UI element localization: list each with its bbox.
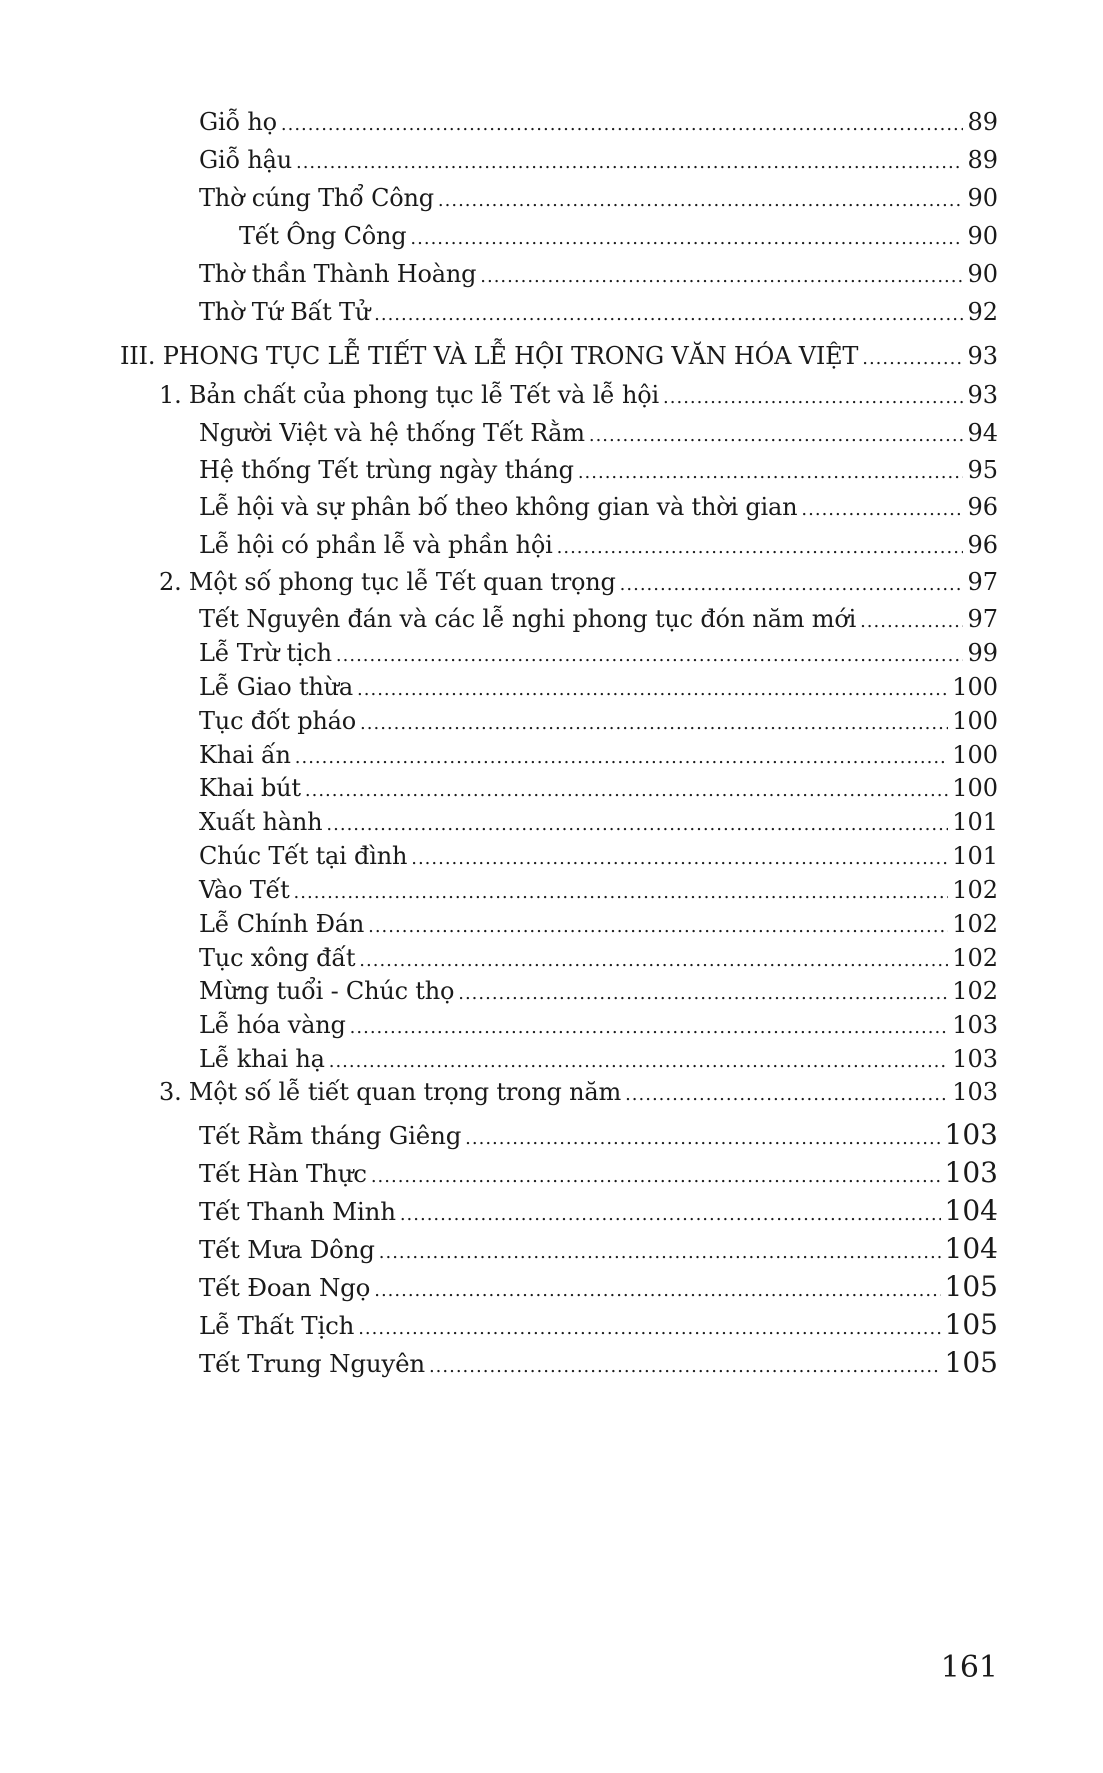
dot-leader (410, 228, 963, 249)
toc-entry-page: 96 (967, 493, 998, 521)
toc-entry-title: Tết Trung Nguyên (199, 1349, 425, 1378)
dot-leader (360, 713, 948, 734)
toc-entry-title: Xuất hành (199, 808, 323, 836)
toc-entry (239, 222, 998, 256)
dot-leader (862, 348, 963, 369)
toc-entry-page: 100 (952, 673, 998, 701)
toc-entry (199, 1045, 998, 1079)
toc-entry (199, 1194, 998, 1228)
toc-entry-title: Chúc Tết tại đình (199, 842, 408, 870)
dot-leader (578, 462, 964, 483)
toc-entry (199, 842, 998, 876)
toc-entry-title: Lễ Chính Đán (199, 910, 365, 938)
dot-leader (379, 1242, 941, 1263)
toc-entry-page: 102 (952, 977, 998, 1005)
toc-entry (199, 531, 998, 565)
toc-entry-page: 90 (967, 260, 998, 288)
toc-entry (199, 493, 998, 527)
toc-entry-page: 90 (967, 184, 998, 212)
dot-leader (374, 1280, 940, 1301)
dot-leader (400, 1204, 941, 1225)
toc-entry-page: 100 (952, 707, 998, 735)
dot-leader (350, 1017, 949, 1038)
toc-entry (199, 1308, 998, 1342)
toc-entry-page: 97 (967, 605, 998, 633)
toc-entry-page: 103 (952, 1045, 998, 1073)
toc-entry (199, 1118, 998, 1152)
toc-entry (199, 1232, 998, 1266)
toc-entry-page: 100 (952, 774, 998, 802)
toc-entry (159, 1078, 998, 1112)
dot-leader (411, 848, 948, 869)
toc-entry-page: 100 (952, 741, 998, 769)
toc-entry-title: Người Việt và hệ thống Tết Rằm (199, 419, 585, 447)
dot-leader (589, 425, 964, 446)
page-number: 161 (940, 1650, 998, 1685)
dot-leader (371, 1166, 941, 1187)
dot-leader (620, 574, 964, 595)
toc-entry (199, 673, 998, 707)
toc-entry-title: Tết Rằm tháng Giêng (199, 1121, 462, 1150)
toc-entry-title: Tết Mưa Dông (199, 1235, 375, 1264)
toc-entry-title: Tục đốt pháo (199, 707, 357, 735)
toc-entry (199, 605, 998, 639)
dot-leader (663, 387, 963, 408)
dot-leader (326, 814, 948, 835)
toc-entry-title: III. PHONG TỤC LỄ TIẾT VÀ LỄ HỘI TRONG VĂN HÓA VIỆT (120, 342, 859, 370)
toc-entry-page: 102 (952, 944, 998, 972)
toc-entry-page: 92 (967, 298, 998, 326)
toc-entry-page: 103 (944, 1118, 998, 1151)
toc-entry-title: Tục xông đất (199, 944, 356, 972)
toc-entry-title: 3. Một số lễ tiết quan trọng trong năm (159, 1078, 622, 1106)
toc-entry-page: 93 (967, 381, 998, 409)
toc-entry-page: 104 (944, 1232, 998, 1265)
toc-entry (159, 381, 998, 415)
toc-entry (199, 456, 998, 490)
toc-entry (199, 419, 998, 453)
toc-entry-title: Giỗ họ (199, 108, 277, 136)
dot-leader (329, 1051, 948, 1072)
toc-entry (199, 1156, 998, 1190)
toc-entry-title: Thờ cúng Thổ Công (199, 184, 434, 212)
toc-entry (199, 876, 998, 910)
dot-leader (294, 882, 949, 903)
toc-entry-page: 105 (944, 1346, 998, 1379)
toc-entry-page: 104 (944, 1194, 998, 1227)
toc-entry-page: 103 (952, 1011, 998, 1039)
toc-entry-title: Lễ Trừ tịch (199, 639, 332, 667)
toc-entry-title: 1. Bản chất của phong tục lễ Tết và lễ hội (159, 381, 660, 409)
toc-entry (199, 774, 998, 808)
dot-leader (305, 780, 948, 801)
toc-entry-title: Khai bút (199, 774, 301, 802)
dot-leader (374, 304, 963, 325)
toc-entry-page: 105 (944, 1308, 998, 1341)
toc-entry-title: Tết Đoan Ngọ (199, 1273, 371, 1302)
toc-entry-page: 97 (967, 568, 998, 596)
toc-entry-page: 99 (967, 639, 998, 667)
toc-entry (199, 108, 998, 142)
dot-leader (438, 190, 964, 211)
toc-entry-title: Lễ Giao thừa (199, 673, 354, 701)
toc-entry-title: Giỗ hậu (199, 146, 292, 174)
toc-entry-title: Thờ Tứ Bất Tử (199, 298, 371, 326)
toc-entry-title: Tết Thanh Minh (199, 1197, 396, 1226)
dot-leader (429, 1356, 941, 1377)
toc-entry-page: 94 (967, 419, 998, 447)
dot-leader (480, 266, 963, 287)
toc-entry-page: 95 (967, 456, 998, 484)
toc-entry-title: Lễ hội và sự phân bố theo không gian và thời gian (199, 493, 798, 521)
dot-leader (368, 916, 948, 937)
toc-entry-page: 102 (952, 876, 998, 904)
toc-entry-page: 103 (944, 1156, 998, 1189)
toc-entry (199, 260, 998, 294)
toc-entry (199, 977, 998, 1011)
dot-leader (801, 499, 963, 520)
toc-entry (199, 910, 998, 944)
toc-entry-title: Lễ hội có phần lễ và phần hội (199, 531, 553, 559)
toc-entry-title: Lễ Thất Tịch (199, 1311, 355, 1340)
dot-leader (557, 537, 964, 558)
toc-entry-title: Tết Ông Công (239, 222, 407, 250)
toc-entry (199, 1346, 998, 1380)
toc-entry (199, 639, 998, 673)
toc-entry-title: 2. Một số phong tục lễ Tết quan trọng (159, 568, 616, 596)
dot-leader (357, 679, 948, 700)
toc-entry-page: 93 (967, 342, 998, 370)
toc-entry (199, 184, 998, 218)
dot-leader (295, 747, 948, 768)
toc-entry-title: Thờ thần Thành Hoàng (199, 260, 477, 288)
toc-entry (199, 1011, 998, 1045)
toc-entry-title: Mừng tuổi - Chúc thọ (199, 977, 455, 1005)
toc-entry (199, 707, 998, 741)
toc-entry-title: Tết Hàn Thực (199, 1159, 367, 1188)
toc-entry-page: 96 (967, 531, 998, 559)
dot-leader (458, 983, 948, 1004)
dot-leader (358, 1318, 940, 1339)
dot-leader (336, 645, 964, 666)
toc-entry (199, 944, 998, 978)
toc-entry (199, 741, 998, 775)
toc-entry-title: Vào Tết (199, 876, 290, 904)
dot-leader (625, 1084, 948, 1105)
toc-entry (159, 568, 998, 602)
dot-leader (281, 114, 964, 135)
toc-entry-page: 101 (952, 808, 998, 836)
dot-leader (296, 152, 963, 173)
dot-leader (359, 950, 948, 971)
toc-entry-title: Tết Nguyên đán và các lễ nghi phong tục đón năm mới (199, 605, 857, 633)
toc-entry-title: Khai ấn (199, 741, 291, 769)
toc-entry-title: Lễ khai hạ (199, 1045, 325, 1073)
toc-entry (199, 146, 998, 180)
toc-entry (199, 298, 998, 332)
toc-entry-page: 89 (967, 108, 998, 136)
toc-entry (120, 342, 998, 376)
dot-leader (465, 1128, 940, 1149)
toc-entry-page: 101 (952, 842, 998, 870)
toc-entry-page: 89 (967, 146, 998, 174)
toc-entry-title: Lễ hóa vàng (199, 1011, 346, 1039)
toc-entry-title: Hệ thống Tết trùng ngày tháng (199, 456, 574, 484)
toc-entry-page: 103 (952, 1078, 998, 1106)
toc-entry-page: 105 (944, 1270, 998, 1303)
toc-entry-page: 90 (967, 222, 998, 250)
toc-entry-page: 102 (952, 910, 998, 938)
toc-entry (199, 808, 998, 842)
toc-entry (199, 1270, 998, 1304)
dot-leader (860, 611, 963, 632)
